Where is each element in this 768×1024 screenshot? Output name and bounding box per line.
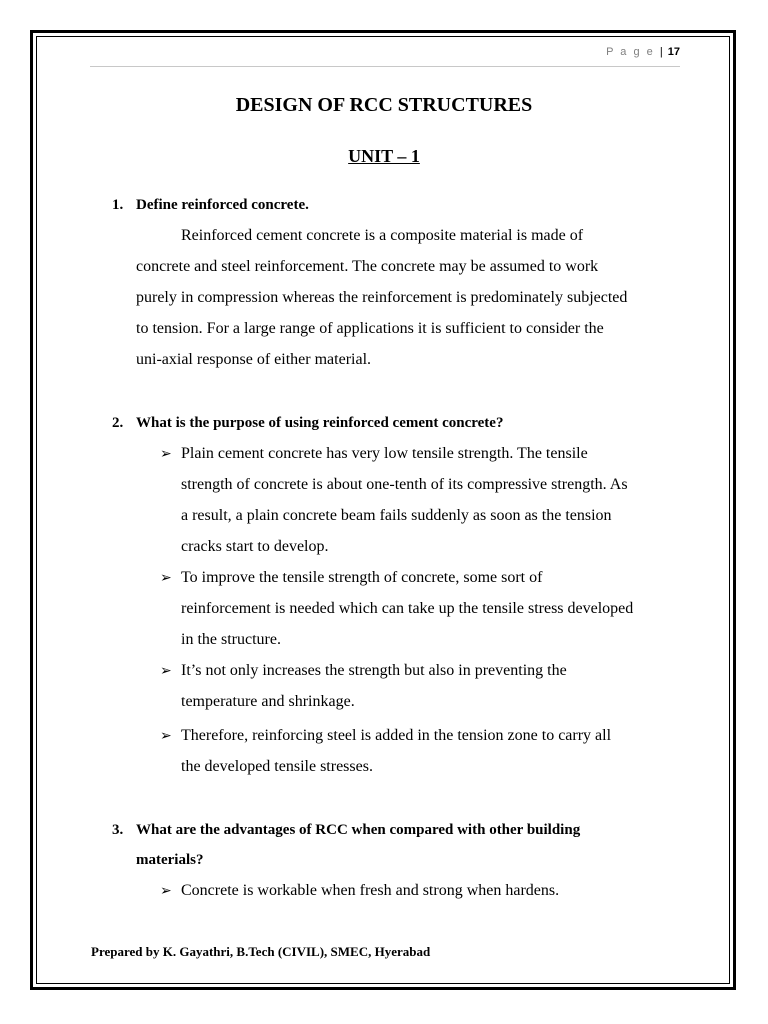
- bullet-line: temperature and shrinkage.: [181, 693, 355, 710]
- footer-credit: Prepared by K. Gayathri, B.Tech (CIVIL), SMEC, Hyerabad: [91, 944, 431, 959]
- bullet-line: reinforcement is needed which can take up the tensile stress developed: [181, 600, 634, 617]
- page-header: [90, 46, 680, 67]
- question-text: Define reinforced concrete.: [136, 197, 309, 213]
- arrow-bullet-icon: ➢: [160, 884, 172, 899]
- bullet-line: Therefore, reinforcing steel is added in the tension zone to carry all: [181, 727, 612, 744]
- bullet-line: Concrete is workable when fresh and strong when hardens.: [181, 882, 560, 899]
- arrow-bullet-icon: ➢: [160, 664, 172, 679]
- question-3: [112, 822, 580, 839]
- document-title: DESIGN OF RCC STRUCTURES: [235, 94, 533, 116]
- bullet-line: cracks start to develop.: [181, 538, 329, 555]
- answer-line: to tension. For a large range of applications it is sufficient to consider the: [136, 320, 604, 337]
- bullet-line: in the structure.: [181, 631, 281, 648]
- question-3-continued: materials?: [136, 852, 204, 868]
- page-number: 17: [667, 46, 680, 58]
- arrow-bullet-icon: ➢: [160, 729, 172, 744]
- question-2: [112, 415, 503, 432]
- bullet-line: It’s not only increases the strength but also in preventing the: [181, 662, 567, 679]
- bullet-line: the developed tensile stresses.: [181, 758, 373, 775]
- question-number: 3.: [112, 822, 124, 838]
- answer-line: Reinforced cement concrete is a composite material is made of: [181, 227, 584, 244]
- question-number: 1.: [112, 197, 124, 213]
- bullet-line: To improve the tensile strength of concrete, some sort of: [181, 569, 543, 586]
- answer-line: purely in compression whereas the reinforcement is predominately subjected: [136, 289, 628, 306]
- bullet-line: Plain cement concrete has very low tensile strength. The tensile: [181, 445, 588, 462]
- unit-heading: UNIT – 1: [348, 146, 420, 166]
- bullet-line: strength of concrete is about one-tenth of its compressive strength. As: [181, 476, 628, 493]
- arrow-bullet-icon: ➢: [160, 571, 172, 586]
- answer-line: uni-axial response of either material.: [136, 351, 372, 368]
- answer-line: concrete and steel reinforcement. The concrete may be assumed to work: [136, 258, 599, 275]
- arrow-bullet-icon: ➢: [160, 447, 172, 462]
- page-label: P a g e: [606, 46, 655, 58]
- question-text: What are the advantages of RCC when compared with other building: [136, 822, 581, 838]
- question-text: What is the purpose of using reinforced cement concrete?: [136, 415, 504, 431]
- question-number: 2.: [112, 415, 124, 431]
- bullet-line: a result, a plain concrete beam fails suddenly as soon as the tension: [181, 507, 612, 524]
- page-separator: |: [659, 46, 663, 58]
- question-1: [112, 197, 309, 214]
